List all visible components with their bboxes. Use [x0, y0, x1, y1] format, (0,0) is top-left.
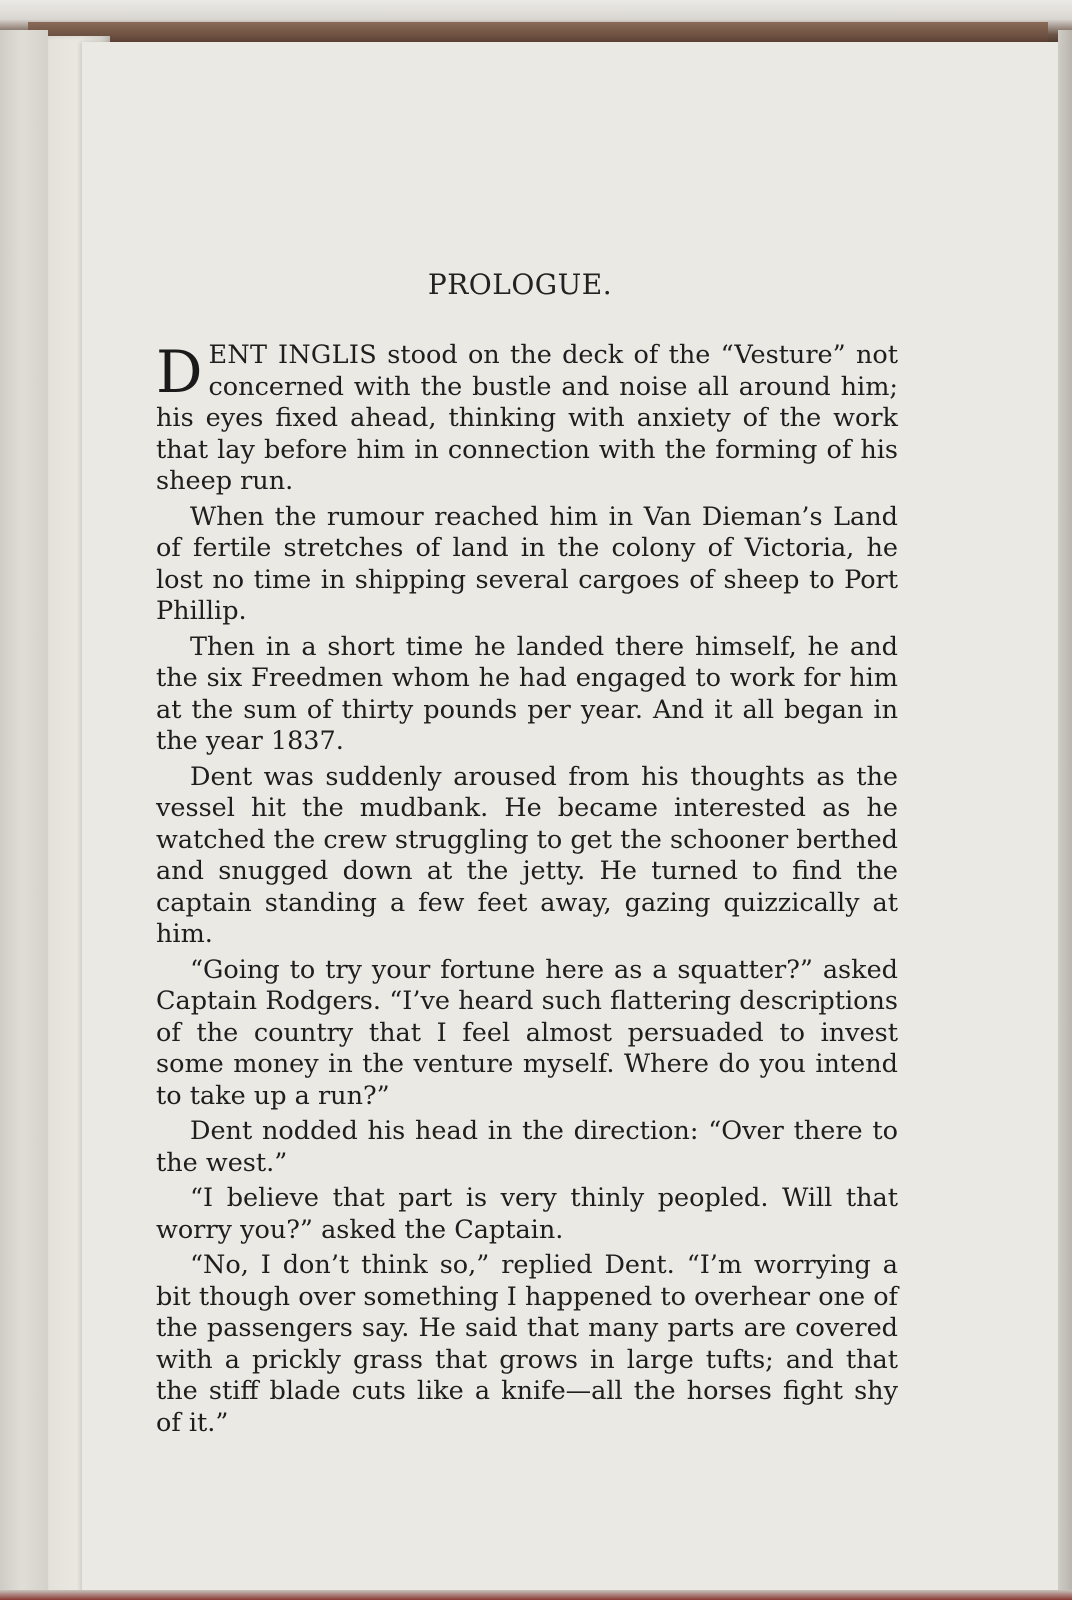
book-left-cover [0, 30, 48, 1600]
paragraph-3: Then in a short time he landed there himself, he and the six Freedmen whom he had engaged to work for him at the sum of thirty pounds per year. And it all began in the year 1837. [156, 631, 898, 756]
opening-words: ENT INGLIS [208, 340, 377, 370]
chapter-title: PROLOGUE. [427, 268, 613, 301]
paragraph-5: “Going to try your fortune here as a squatter?” asked Captain Rodgers. “I’ve heard such flattering descriptions of the country that I feel almost persuaded to invest some money in the venture myself. Where do you intend to take up a run?” [156, 954, 898, 1111]
book-right-edge [1058, 30, 1072, 1600]
drop-cap: D [156, 338, 203, 406]
book-cover-edge [28, 22, 1048, 44]
paragraph-1 [156, 340, 898, 498]
book-bottom-edge [0, 1590, 1072, 1600]
body-text [156, 340, 898, 1443]
paragraph-7: “I believe that part is very thinly peopled. Will that worry you?” asked the Captain. [156, 1183, 898, 1245]
paragraph-1-text: stood on the deck of the “Vesture” not concerned with the bustle and noise all around him; his eyes fixed ahead, thinking with anxiety of the work that lay before him in connection with the forming of his sheep run. [156, 340, 898, 496]
paragraph-4: Dent was suddenly aroused from his thoughts as the vessel hit the mudbank. He became interested as he watched the crew struggling to get the schooner berthed and snugged down at the jetty. He turned to find the captain standing a few feet away, gazing quizzically at him. [156, 761, 898, 949]
paragraph-8: “No, I don’t think so,” replied Dent. “I’m worrying a bit though over something I happened to overhear one of the passengers say. He said that many parts are covered with a prickly grass that grows in large tufts; and that the stiff blade cuts like a knife—all the horses fight shy of it.” [156, 1250, 898, 1438]
paragraph-6: Dent nodded his head in the direction: “Over there to the west.” [156, 1116, 898, 1178]
paragraph-2: When the rumour reached him in Van Dieman’s Land of fertile stretches of land in the colony of Victoria, he lost no time in shipping several cargoes of sheep to Port Phillip. [156, 501, 898, 626]
